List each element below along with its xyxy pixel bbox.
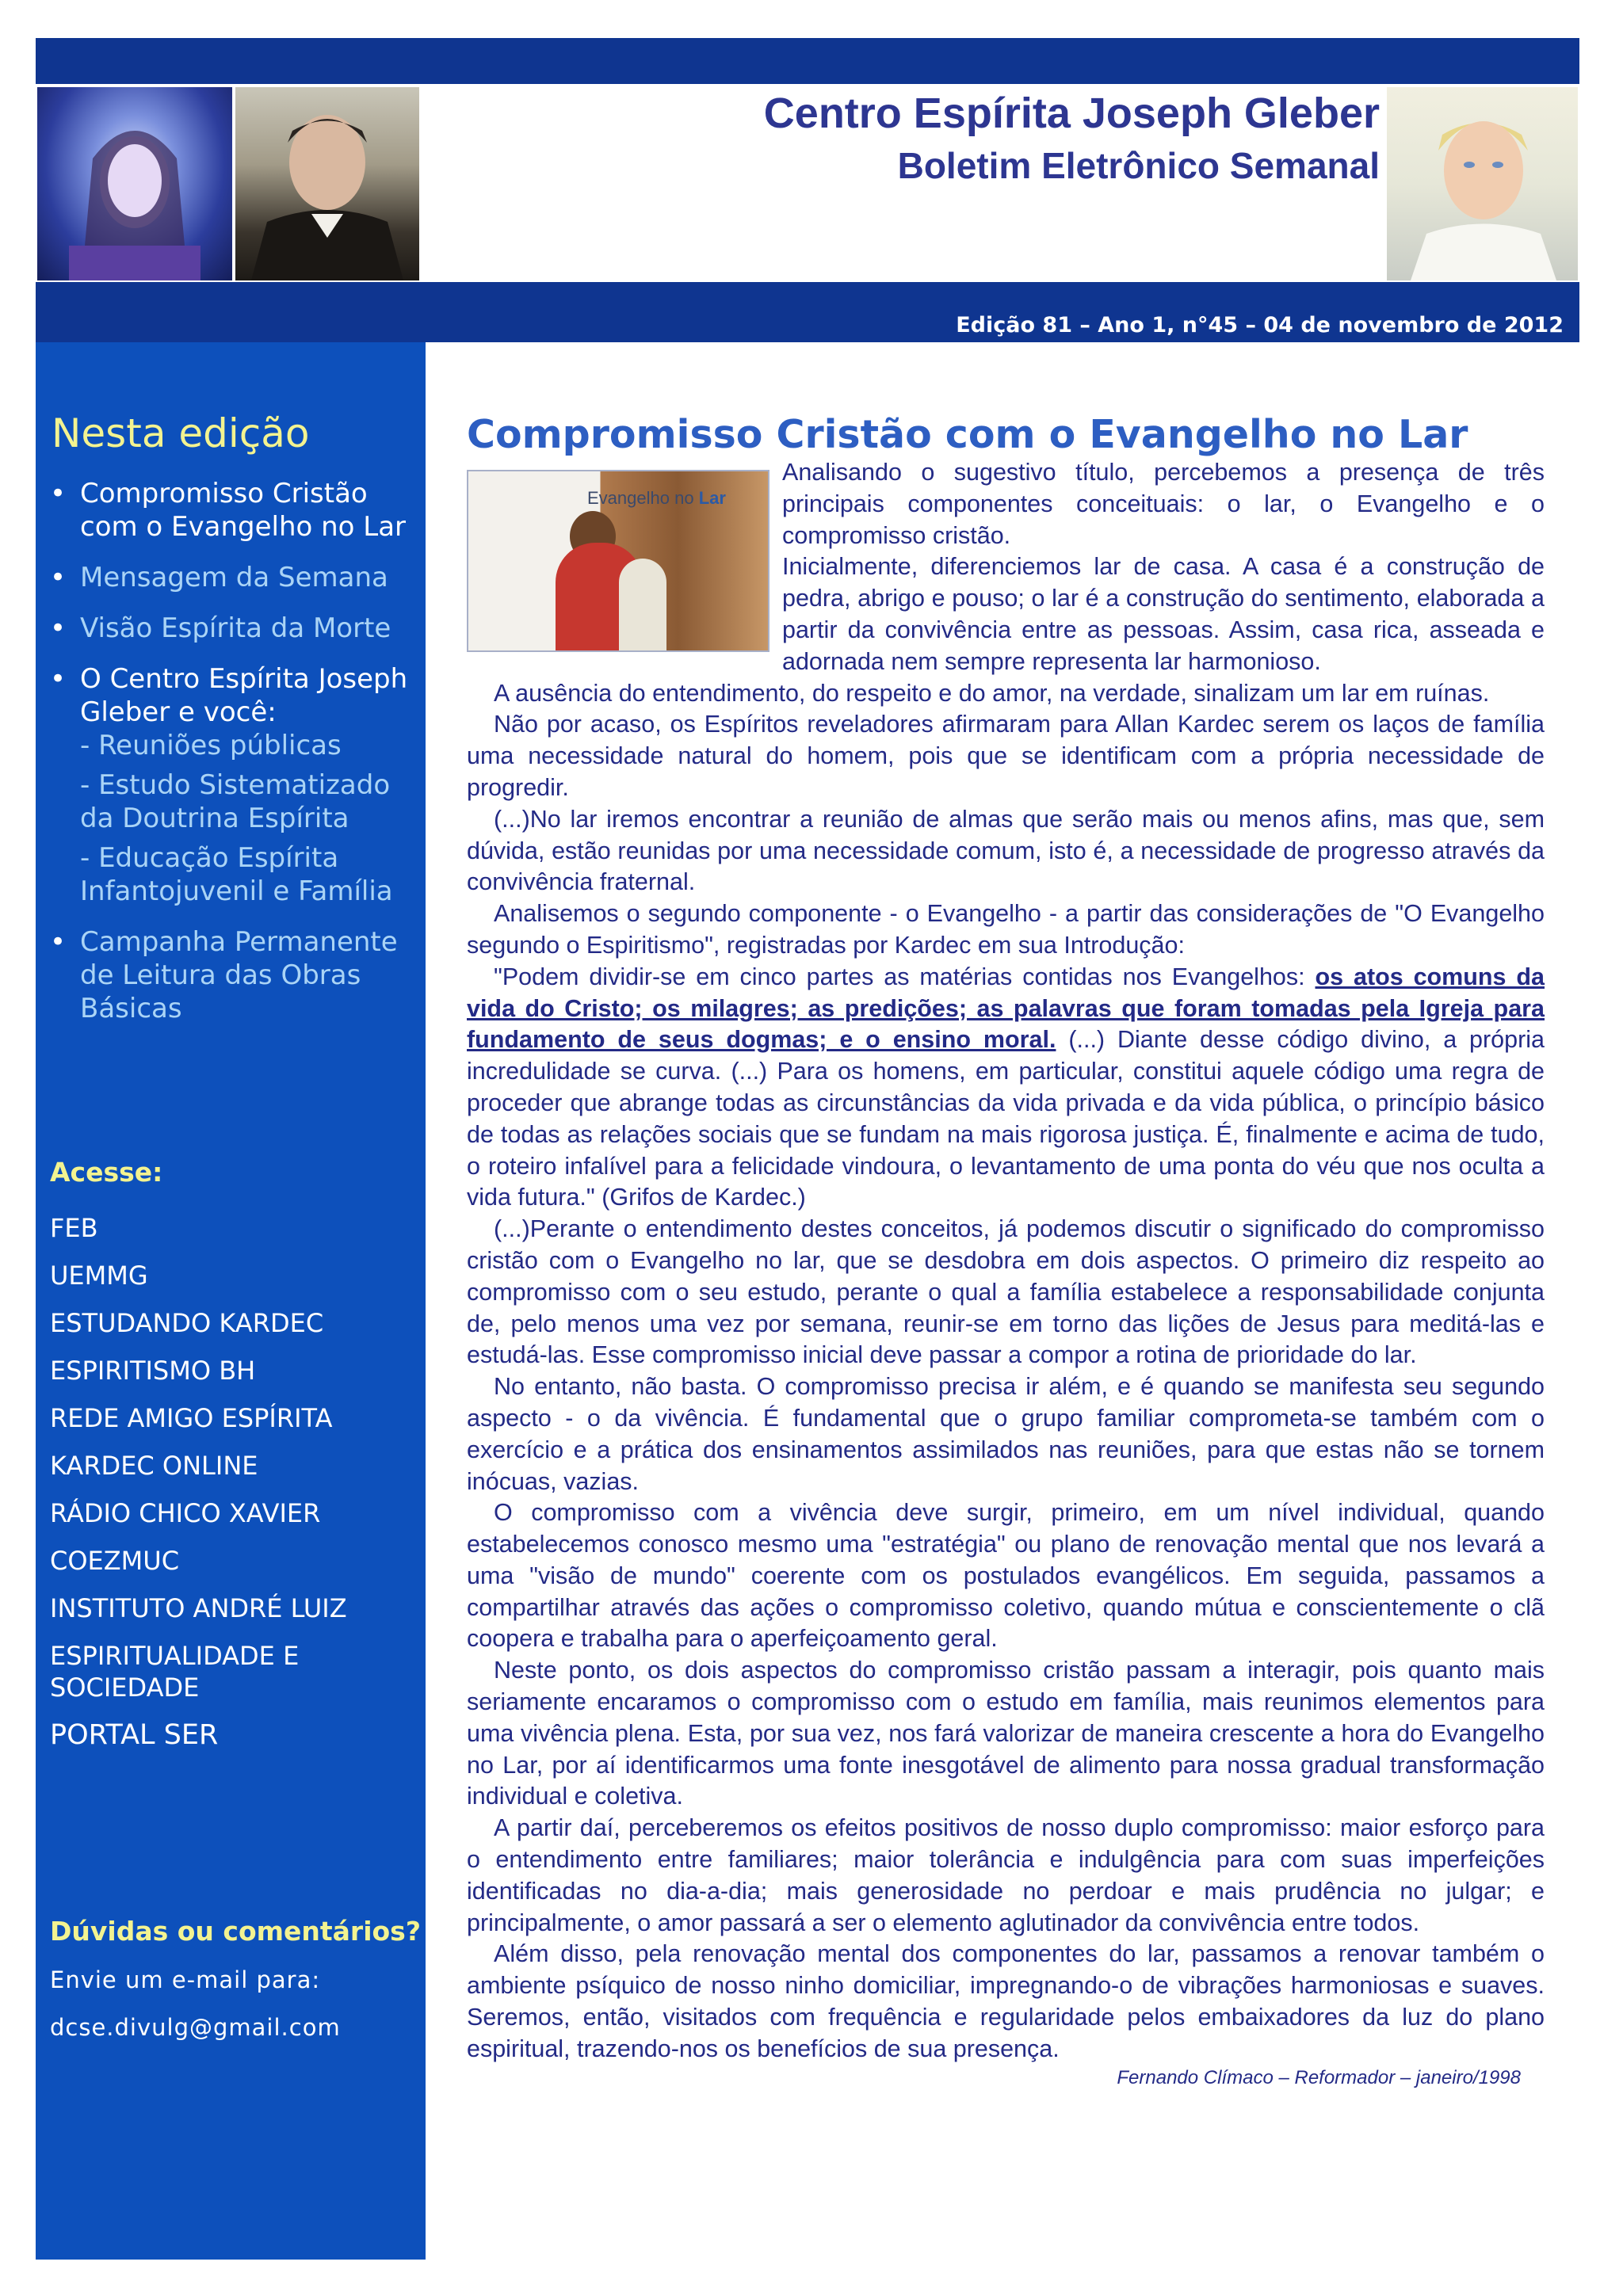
article [467, 412, 1545, 2089]
site-title: Centro Espírita Joseph Gleber [763, 90, 1380, 137]
link-radio-chico-xavier[interactable]: RÁDIO CHICO XAVIER [50, 1498, 321, 1528]
toc-subitem[interactable] [36, 841, 426, 908]
edition-info: Edição 81 – Ano 1, n°45 – 04 de novembro de 2012 [956, 313, 1564, 338]
contact-text: Envie um e-mail para: [50, 1966, 321, 1993]
article-paragraph: Não por acaso, os Espíritos reveladores afirmaram para Allan Kardec serem os laços de família uma necessidade natural do homem, pois que se identificam com a própria necessidade de progredir. [467, 711, 1545, 801]
article-paragraph: Inicialmente, diferenciemos lar de casa. A casa é a construção de pedra, abrigo e pouso; o lar é a construção do sentimento, elaborada a partir da convivência entre as pessoas. Assim, casa rica, asseada e adornada nem sempre representa lar harmonioso. [782, 553, 1545, 675]
article-paragraph: A partir daí, perceberemos os efeitos positivos de nosso duplo compromisso: maior esforço para o entendimento entre familiares; maior tolerância e indulgência para com suas imperfeições identificadas no dia-a-dia; mais generosidade no perdoar e mais prudência no julgar; e principalmente, o amor passará a ser o elemento aglutinador da convivência entre todos. [467, 1814, 1545, 1936]
site-subtitle: Boletim Eletrônico Semanal [897, 145, 1380, 186]
toc-item[interactable] [36, 925, 426, 1025]
image-caption-bold: Lar [698, 488, 726, 508]
bullet-icon: • [50, 663, 67, 695]
link-rede-amigo-espirita[interactable]: REDE AMIGO ESPÍRITA [50, 1403, 333, 1433]
toc-item-label: O Centro Espírita Joseph Gleber e você: [80, 663, 408, 728]
article-paragraph-quote [467, 962, 1545, 1214]
toc-item-label: Mensagem da Semana [80, 562, 388, 593]
bullet-icon: • [50, 562, 67, 593]
toc-item[interactable] [36, 612, 426, 645]
article-paragraph: A ausência do entendimento, do respeito e do amor, na verdade, sinalizam um lar em ruínas. [494, 679, 1490, 707]
link-coezmuc[interactable]: COEZMUC [50, 1546, 180, 1576]
image-caption-prefix: Evangelho no [587, 488, 694, 508]
article-paragraph: (...)Perante o entendimento destes conceitos, já podemos discutir o significado do compromisso cristão com o Evangelho no lar, que se desdobra em dois aspectos. O primeiro diz respeito ao compromisso com o seu estudo, perante o qual a família estabelece a responsabilidade conjunta de, pelo menos uma vez por semana, reunir-se em torno das lições de Jesus para meditá-las e estudá-las. Esse compromisso inicial deve passar a compor a rotina de prioridade do lar. [467, 1215, 1545, 1369]
link-portal-ser[interactable]: PORTAL SER [50, 1719, 219, 1751]
article-paragraph: Analisemos o segundo componente - o Evangelho - a partir das considerações de "O Evangelho segundo o Espiritismo", registradas por Kardec em sua Introdução: [467, 900, 1545, 959]
allan-kardec-portrait-image [235, 87, 419, 280]
article-paragraph: No entanto, não basta. O compromisso precisa ir além, e é quando se manifesta seu segundo aspecto - o da vivência. É fundamental que o grupo familiar comprometa-se também com o exercício e a prática dos ensinamentos assimilados nas reuniões, para que estas não se tornem inócuas, vazias. [467, 1373, 1545, 1495]
link-espiritualidade-e-sociedade[interactable]: ESPIRITUALIDADE E SOCIEDADE [50, 1641, 300, 1703]
bullet-icon: • [50, 926, 67, 958]
article-paragraph: Além disso, pela renovação mental dos componentes do lar, passamos a renovar também o ambiente psíquico de nosso ninho domiciliar, impregnando-o de vibrações harmoniosas e suaves. Seremos, então, visitados com frequência e regularidade pelos embaixadores da luz do plano espiritual, trazendo-nos os benefícios de sua presença. [467, 1940, 1545, 2062]
toc-heading: Nesta edição [52, 410, 310, 456]
figure-cloak [619, 559, 666, 652]
toc-item-label: Compromisso Cristão com o Evangelho no Lar [80, 478, 407, 543]
edition-bar [36, 282, 1579, 342]
toc-item-label: Campanha Permanente de Leitura das Obras Básicas [80, 926, 398, 1024]
quote-end: (...) Diante desse código divino, a própria incredulidade se curva. (...) Para os homens, em particular, constitui aquele código uma regra de proceder que abrange todas as circunstâncias da vida privada e da vida pública, o princípio básico de todas as relações sociais que se fundam na mais rigorosa justiça. É, finalmente e acima de tudo, o roteiro infalível para a felicidade vindoura, o levantamento de uma ponta do véu que nos oculta a vida futura." (Grifos de Kardec.) [467, 1026, 1545, 1211]
link-instituto-andre-luiz[interactable]: INSTITUTO ANDRÉ LUIZ [50, 1593, 347, 1623]
header-top-bar [36, 38, 1579, 84]
toc-list [36, 477, 426, 1043]
article-body [467, 457, 1545, 2065]
bullet-icon: • [50, 612, 67, 644]
quote-emphasis: os atos comuns da vida do Cristo; os milagres; as predições; as palavras que foram tomadas pela Igreja para fundamento de seus dogmas; e o ensino moral. [467, 963, 1545, 1054]
article-paragraph: Analisando o sugestivo título, percebemos a presença de três principais componentes conceituais: o lar, o Evangelho e o compromisso cristão. [782, 459, 1545, 549]
image-caption [587, 482, 726, 514]
toc-subitem[interactable] [36, 769, 426, 835]
links-heading: Acesse: [50, 1157, 163, 1188]
sidebar [36, 342, 426, 2260]
link-estudando-kardec[interactable]: ESTUDANDO KARDEC [50, 1308, 324, 1338]
bullet-icon: • [50, 478, 67, 509]
toc-item[interactable] [36, 561, 426, 594]
contact-email-link[interactable]: dcse.divulg@gmail.com [50, 2014, 341, 2041]
article-title: Compromisso Cristão com o Evangelho no Lar [467, 412, 1468, 457]
article-paragraph: O compromisso com a vivência deve surgir, primeiro, em um nível individual, quando estabelecemos conosco mesmo uma "estratégia" ou plano de renovação mental que nos levará a uma "visão de mundo" coerente com os postulados evangélicos. Em seguida, passamos a compartilhar através das ações o compromisso coletivo, quando mútua e conscientemente o clã coopera e trabalha para o aperfeiçoamento geral. [467, 1499, 1545, 1653]
contact-heading: Dúvidas ou comentários? [50, 1916, 421, 1947]
link-kardec-online[interactable]: KARDEC ONLINE [50, 1451, 258, 1481]
link-uemmg[interactable]: UEMMG [50, 1261, 148, 1291]
toc-item-label: Visão Espírita da Morte [80, 612, 391, 644]
quote-start: "Podem dividir-se em cinco partes as matérias contidas nos Evangelhos: [494, 963, 1316, 990]
evangelho-no-lar-image [467, 470, 769, 652]
link-feb[interactable]: FEB [50, 1213, 98, 1243]
toc-item[interactable] [36, 662, 426, 762]
article-paragraph: (...)No lar iremos encontrar a reunião de almas que serão mais ou menos afins, mas que, sem dúvida, estão reunidas por uma necessidade comum, isto é, a necessidade de progresso através da convivência fraternal. [467, 805, 1545, 896]
toc-subitem-label: - Estudo Sistematizado da Doutrina Espírita [80, 769, 391, 834]
toc-item[interactable] [36, 477, 426, 543]
link-espiritismo-bh[interactable]: ESPIRITISMO BH [50, 1356, 256, 1386]
article-paragraph: Neste ponto, os dois aspectos do compromisso cristão passam a interagir, pois quanto mais seriamente encaramos o compromisso com o estudo em família, mais reunimos elementos para uma vivência plena. Esta, por sua vez, nos fará valorizar de maneira crescente a hora do Evangelho no Lar, por aí identificarmos uma fonte inesgotável de alimento para nossa gradual transformação individual e coletiva. [467, 1657, 1545, 1810]
jesus-portrait-image [37, 87, 232, 280]
article-signature: Fernando Clímaco – Reformador – janeiro/1998 [1117, 2066, 1521, 2088]
links-list [50, 1212, 426, 1767]
toc-subitem-label: - Educação Espírita Infantojuvenil e Família [80, 842, 393, 907]
joseph-gleber-portrait-image [1387, 87, 1578, 280]
toc-subitem-label[interactable]: - Reuniões públicas [80, 730, 342, 761]
